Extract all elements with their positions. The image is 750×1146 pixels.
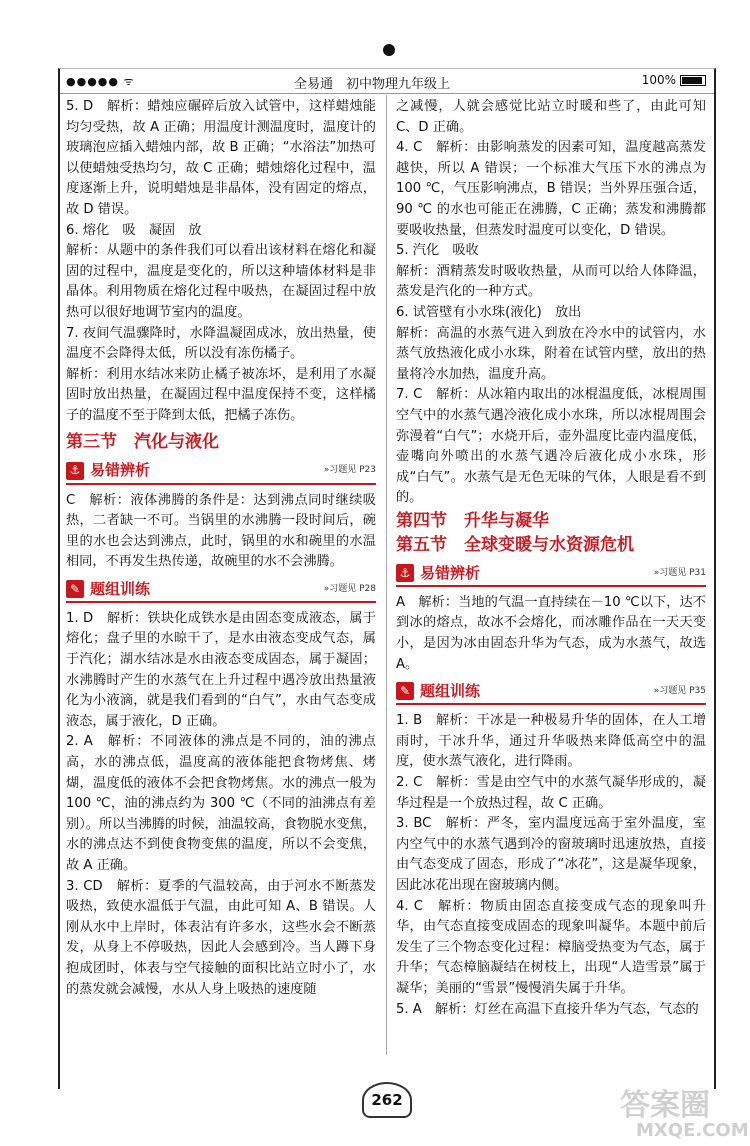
error-answer: A 解析：当地的气温一直持续在－10 ℃以下，达不到冰的熔点，故冰不会熔化，而冰雕作品在一天天变小，是因为冰由固态升华为气态，成为水蒸气，故选 A。 (396, 594, 706, 672)
pencil-icon: ✎ (396, 682, 414, 700)
practice-answer-6: 6. 试管壁有小水珠(液化) 放出 (396, 304, 582, 320)
watermark-url: MXQE.COM (636, 1120, 749, 1141)
battery-percent: 100% (641, 73, 676, 87)
practice-answer-4: 4. C 解析：由影响蒸发的因素可知，温度越高蒸发越快，所以 A 错误；一个标准大气压下水的沸点为 100 ℃，气压影响沸点，B 错误；当外界压强合适，90 ℃ 的水也可能正在沸腾，C 正确；蒸发和沸腾都要吸收热量，但蒸发时温度可以变化，D 错误。 (396, 140, 706, 238)
error-analysis-bar (396, 561, 706, 587)
practice-answer-3: 3. BC 解析：严冬，室内温度远高于室外温度，室内空气中的水蒸气遇到冷的窗玻璃时迅速放热，直接由气态变成了固态，形成了“冰花”，这是凝华现象，因此冰花出现在窗玻璃内侧。 (396, 816, 706, 893)
page-number: 262 (362, 1082, 412, 1118)
practice-answer-7: 7. C 解析：从冰箱内取出的冰棍温度低，冰棍周围空气中的水蒸气遇冷液化成小水珠，所以冰棍周围会弥漫着“白气”；水烧开后，壶外温度比壶内温度低，壶嘴向外喷出的水蒸气遇冷后液化成小水珠，形成“白气”。水蒸气是无色无味的气体，人眼是看不到的。 (396, 387, 706, 506)
battery-icon (680, 75, 706, 86)
camera-dot (383, 44, 395, 56)
answer-6-explanation: 解析：从题中的条件我们可以看出该材料在熔化和凝固的过程中，温度是变化的，所以这种墙体材料是非晶体。利用物质在熔化过程中吸热，在凝固过程中放热可以很好地调节室内的温度。 (66, 243, 376, 320)
practice-bar (66, 577, 376, 603)
anchor-icon: ⚓ (66, 462, 84, 480)
continued-text: 之减慢，人就会感觉比站立时暖和些了，由此可知 C、D 正确。 (396, 99, 706, 135)
answer-7: 7. 夜间气温骤降时，水降温凝固成冰，放出热量，使温度不会降得太低，所以没有冻伤橘子。 (66, 325, 376, 362)
left-column (66, 97, 376, 1000)
signal-wifi-icon: ●●●●● ᯤ (66, 75, 135, 88)
bar-label: 易错辨析 (90, 461, 151, 480)
section-3-title: 第三节 汽化与液化 (66, 431, 219, 452)
answer-6: 6. 熔化 吸 凝固 放 (66, 222, 202, 238)
pencil-icon: ✎ (66, 580, 84, 598)
practice-answer-5: 5. A 解析：灯丝在高温下直接升华为气态，气态的 (396, 1001, 699, 1017)
answer-7-explanation: 解析：利用水结冰来防止橘子被冻坏，是利用了水凝固时放出热量，在凝固过程中温度保持不变，这样橘子的温度不至于降到太低，把橘子冻伤。 (66, 366, 376, 423)
practice-bar (396, 679, 706, 705)
bar-label: 题组训练 (420, 681, 481, 700)
practice-answer-5: 5. 汽化 吸收 (396, 243, 479, 259)
practice-answer-3: 3. CD 解析：夏季的气温较高，由于河水不断蒸发吸热，致使水温低于气温，由此可知 A、B 错误。人刚从水中上岸时，体表沾有许多水，这些水会不断蒸发，从身上不停吸热，因此人会感到冷。当人蹲下身抱成团时，体表与空气接触的面积比站立时小了，水的蒸发就会减慢，水从人身上吸热的速度随 (66, 878, 376, 997)
practice-answer-2: 2. C 解析：雪是由空气中的水蒸气凝华形成的，凝华过程是一个放热过程，故 C 正确。 (396, 775, 706, 811)
exercise-ref: »习题见 P31 (653, 567, 706, 578)
anchor-icon: ⚓ (396, 564, 414, 582)
right-column (396, 97, 706, 1020)
practice-answer-2: 2. A 解析：不同液体的沸点是不同的，油的沸点高，水的沸点低，温度高的液体能把食物烤焦、烤煳，温度低的液体不会把食物烤焦。水的沸点一般为100 ℃，油的沸点约为 300 ℃（不同的油沸点有差别）。所以当沸腾的时候，油温较高，食物脱水变焦，水的沸点达不到使食物变焦的温度，所以不会变焦，故 A 正确。 (66, 734, 376, 873)
bar-label: 易错辨析 (420, 563, 481, 582)
exercise-ref: »习题见 P35 (653, 685, 706, 696)
practice-answer-4: 4. C 解析：物质由固态直接变成气态的现象叫升华，由气态直接变成固态的现象叫凝华。本题中前后发生了三个物态变化过程：樟脑受热变为气态，属于升华；气态樟脑凝结在树枝上，出现“人造雪景”属于凝华；美丽的“雪景”慢慢消失属于升华。 (396, 898, 706, 996)
exercise-ref: »习题见 P28 (323, 583, 376, 594)
practice-answer-1: 1. B 解析：干冰是一种极易升华的固体，在人工增雨时，干冰升华，通过升华吸热来降低高空中的温度，使水蒸气液化，进行降雨。 (396, 713, 706, 770)
error-answer: C 解析：液体沸腾的条件是：达到沸点同时继续吸热，二者缺一不可。当锅里的水沸腾一段时间后，碗里的水也会达到沸点，此时，锅里的水和碗里的水温相同，不再发生热传递，故碗里的水不会沸腾。 (66, 492, 376, 570)
section-4-title: 第四节 升华与凝华 (396, 510, 549, 531)
section-5-title: 第五节 全球变暖与水资源危机 (396, 534, 634, 555)
document-page (58, 68, 716, 1089)
column-divider (386, 95, 387, 1055)
practice-answer-5-explanation: 解析：酒精蒸发时吸收热量，从而可以给人体降温，蒸发是汽化的一种方式。 (396, 263, 706, 300)
battery-status (642, 73, 706, 87)
status-bar (60, 69, 714, 94)
watermark-logo: 答案圈 (620, 1088, 710, 1123)
practice-answer-6-explanation: 解析：高温的水蒸气进入到放在冷水中的试管内，水蒸气放热液化成小水珠，附着在试管内壁，放出的热量将冷水加热，温度升高。 (396, 325, 706, 382)
book-title: 全易通 初中物理九年级上 (294, 77, 451, 92)
answer-5: 5. D 解析：蜡烛应碾碎后放入试管中，这样蜡烛能均匀受热，故 A 正确；用温度计测温度时，温度计的玻璃泡应插入蜡烛内部，故 B 正确；“水浴法”加热可以使蜡烛受热均匀，故 C 正确；蜡烛熔化过程中，温度逐渐上升，说明蜡烛是非晶体，没有固定的熔点，故 D 错误。 (66, 99, 376, 217)
practice-answer-1: 1. D 解析：铁块化成铁水是由固态变成液态，属于熔化；盘子里的水晾干了，是水由液态变成气态，属于汽化；湖水结冰是水由液态变成固态，属于凝固；水沸腾时产生的水蒸气在上升过程中遇冷放出热量液化为小液滴，就是我们看到的“白气”，水由气态变成液态，属于液化，D 正确。 (66, 610, 376, 729)
exercise-ref: »习题见 P23 (323, 465, 376, 476)
error-analysis-bar (66, 459, 376, 485)
bar-label: 题组训练 (90, 579, 151, 598)
